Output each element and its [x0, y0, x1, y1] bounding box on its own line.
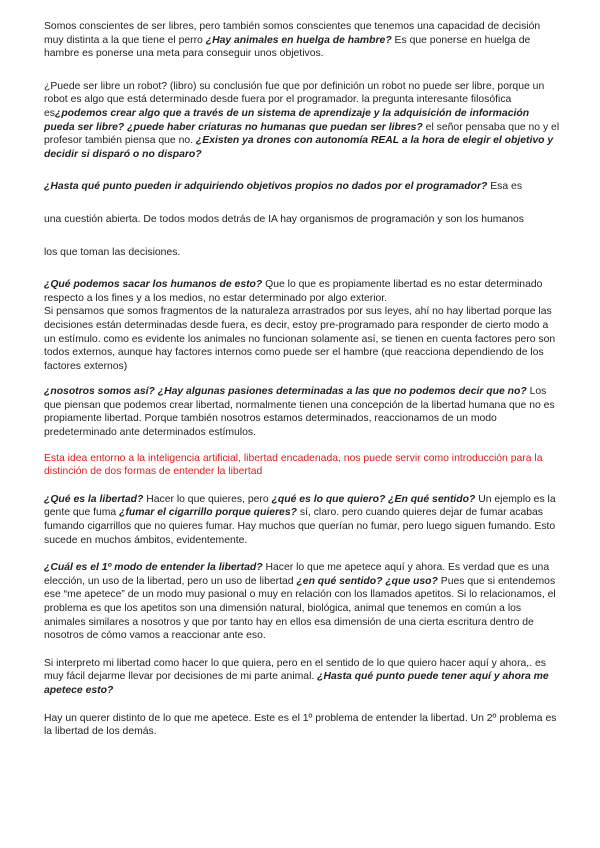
text-run: Los que piensan que podemos crear libertad, normalmente tienen una concepción de la libertad humana que no es propiamente libertad. Porque también nosotros estamos determinados, reaccionamos de un modo predeterminado ante determinados estímulos.	[44, 386, 555, 439]
paragraph-what-is-freedom	[44, 493, 562, 547]
paragraph-robot-freedom	[44, 80, 562, 162]
question-which-sense: ¿en qué sentido? ¿que uso?	[296, 575, 438, 587]
paragraph-animal-part	[44, 657, 562, 698]
question-here-and-now: ¿Hasta qué punto puede tener aquí y ahora me apetece esto?	[44, 671, 549, 696]
paragraph-ai-chained-freedom-highlight: Esta idea entorno a la inteligencia artificial, libertad encadenada, nos puede servir como introducción para la distinción de dos formas de entender la libertad	[44, 452, 543, 478]
text-run: ¿Puede ser libre un robot? (libro) su conclusión fue que por definición un robot no puede ser libre, porque un robot es algo que está determinado desde fuera por el programador. la pregunta interesante filosófica es	[44, 80, 545, 119]
text-run: el señor pensaba que no y el profesor también piensa que no.	[44, 121, 560, 147]
question-what-i-want: ¿qué es lo que quiero? ¿En qué sentido?	[271, 493, 476, 505]
paragraph-second-problem: Hay un querer distinto de lo que me apetece. Este es el 1º problema de entender la libertad. Un 2º problema es la libertad de los demás.	[44, 712, 557, 738]
text-run: Hacer lo que me apetece aquí y ahora. Es verdad que es una elección, un uso de la libertad, pero un uso de libertad	[44, 562, 550, 587]
question-what-is-freedom: ¿Qué es la libertad?	[44, 493, 144, 505]
question-autonomous-drones: ¿Existen ya drones con autonomía REAL a la hora de elegir el objetivo y decidir si disparó o no disparo?	[44, 135, 554, 160]
question-first-mode: ¿Cuál es el 1º modo de entender la libertad?	[44, 562, 263, 574]
question-determined-passions: ¿nosotros somos así? ¿Hay algunas pasiones determinadas a las que no podemos decir que no?	[44, 386, 527, 398]
paragraph-dog-hunger-strike	[44, 20, 562, 61]
paragraph-what-humans-learn	[44, 278, 562, 305]
text-run: Pues que si entendemos ese “me apetece” de un modo muy pasional o muy en relación con los llamados apetitos. Si lo relacionamos, el problema es que los apetitos son una dimensión natural, biológica, animal que tenemos en común a los animales similares a nosotros y que por tanto hay en ellos esa dimensión de una cierta escritura dentro de nosotros de cómo vamos a reaccionar ante eso.	[44, 575, 556, 642]
text-run: Un ejemplo es la gente que fuma	[44, 493, 556, 519]
question-hunger-strike: ¿Hay animales en huelga de hambre?	[205, 34, 392, 46]
paragraph-own-objectives	[44, 180, 562, 194]
text-run: sí, claro. pero cuando quieres dejar de fumar acabas fumando cigarrillos que no quieres fumar. Hay muchos que querían no fumar, pero luego siguen fumando. Esto sucede en muchos ámbitos, evidentemente.	[44, 507, 556, 546]
question-what-humans-learn: ¿Qué podemos sacar los humanos de esto?	[44, 279, 263, 291]
paragraph-first-mode-of-freedom	[44, 561, 562, 643]
text-run: Somos conscientes de ser libres, pero también somos conscientes que tenemos una capacidad de decisión muy distinta a la que tiene el perro	[44, 21, 541, 46]
question-create-free-system: ¿podemos crear algo que a través de un sistema de aprendizaje y la adquisición de información pueda ser libre? ¿puede haber criaturas no humanas que puedan ser libres?	[44, 107, 530, 133]
paragraph-are-we-like-that	[44, 385, 562, 439]
text-run: Que lo que es propiamente libertad es no estar determinado respecto a los fines y a los medios, no estar determinado por algo exterior.	[44, 279, 543, 304]
document-page	[44, 20, 562, 739]
question-smoke-because-you-want: ¿fumar el cigarrillo porque quieres?	[119, 507, 297, 519]
text-run: Si interpreto mi libertad como hacer lo que quiera, pero en el sentido de lo que quiero hacer aquí y ahora,. es muy fácil dejarme llevar por decisiones de mi parte animal.	[44, 657, 546, 683]
text-run: Esa es	[487, 181, 523, 193]
text-run: Hacer lo que quieres, pero	[143, 493, 272, 505]
question-own-objectives: ¿Hasta qué punto pueden ir adquiriendo objetivos propios no dados por el programador?	[44, 181, 488, 193]
paragraph-open-question: una cuestión abierta. De todos modos detrás de IA hay organismos de programación y son los humanos	[44, 213, 524, 225]
text-run: Es que ponerse en huelga de hambre es ponerse una meta para conseguir unos objetivos.	[44, 34, 531, 60]
paragraph-nature-fragments: Si pensamos que somos fragmentos de la naturaleza arrastrados por sus leyes, ahí no hay libertad porque las decisiones están determinadas desde fuera, es decir, estoy pre-programado para responder de cierto modo a un estímulo. como es evidente los animales no funcionan solamente así, se tienen en cuenta factores pero son todos externos, aunque hay factores internos como puede ser el hambre (que reacciona dependiendo de los factores externos)	[44, 306, 556, 372]
paragraph-decisions: los que toman las decisiones.	[44, 246, 181, 258]
